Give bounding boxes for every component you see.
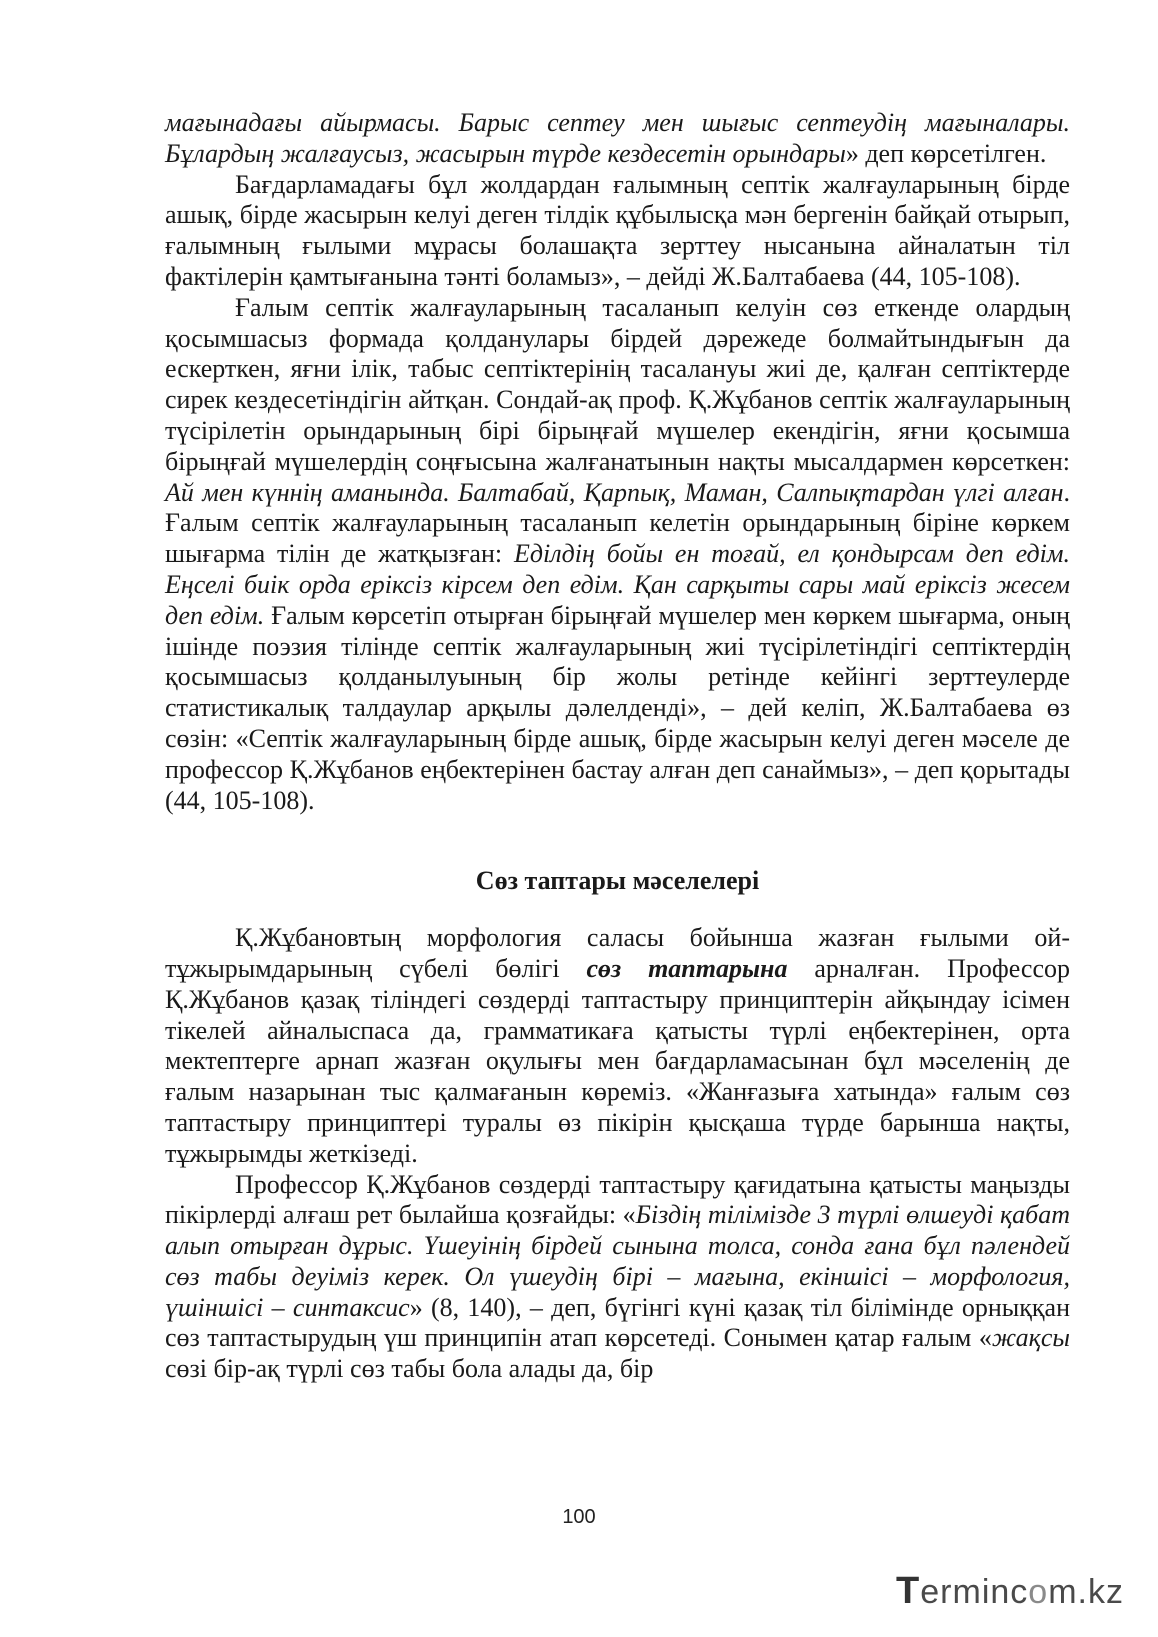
text-segment: сөзі бір-ақ түрлі сөз табы бола алады да, бір bbox=[165, 1354, 654, 1384]
watermark-t: T bbox=[896, 1570, 921, 1612]
paragraph bbox=[165, 108, 1070, 170]
termincom-watermark-logo bbox=[896, 1570, 1124, 1613]
watermark-part2: m.kz bbox=[1048, 1573, 1124, 1611]
text-segment: Қ.Жұбановтың морфология саласы бойынша жазған ғылыми ой-тұжырымдарының сүбелі бөлігі bbox=[165, 923, 1070, 983]
text-segment: Профессор Қ.Жұбанов сөздерді таптастыру қағидатына қатысты маңызды пікірлерді алғаш рет былайша қозғайды: « bbox=[165, 1169, 1070, 1230]
italic-text: мағынадағы айырмасы. Барыс септеу мен шығыс септеудің мағыналары. Бұлардың жалғаусыз, жасырын түрде кездесетін орындары bbox=[165, 108, 1070, 168]
text-segment: Ғалым көрсетіп отырған бірыңғай мүшелер мен көркем шығарма, оның ішінде поэзия тілінде септік жалғауларының жиі түсірілетіндігі септіктердің қосымшасыз қолданылуының бір жолы ретінде кейінгі зерттеулерде статистикалық талдаулар арқылы дәлелденді», – дей келіп, Ж.Балтабаева өз сөзін: «Септік жалғауларының бірде ашық, бірде жасырын келуі деген мәселе де профессор Қ.Жұбанов еңбектерінен бастау алған деп санаймыз», – деп қорытады (44, 105-108). bbox=[165, 600, 1070, 815]
text-segment: Ғалым септік жалғауларының тасаланып келуін сөз еткенде олардың қосымшасыз формада қолданулары бірдей дәрежеде болмайтындығын да ескерткен, яғни ілік, табыс септіктерінің тасалануы жиі де, қалған септіктерде сирек кездесетіндігін айтқан. Сондай-ақ проф. Қ.Жұбанов септік жалғауларының түсірілетін орындарының бірі бірыңғай мүшелер екендігін, яғни қосымша бірыңғай мүшелердің соңғысына жалғанатынын нақты мысалдармен көрсеткен: bbox=[165, 292, 1070, 476]
text-segment: арналған. Профессор Қ.Жұбанов қазақ тіліндегі сөздерді таптастыру принциптерін айқындау ісімен тікелей айналыспаса да, грамматикаға қатысты түрлі еңбектерінен, орта мектептерге арнап жазған оқулығы мен бағдарламасынан бұл мәселенің де ғалым назарынан тыс қалмағанын көреміз. «Жанғазыға хатында» ғалым сөз таптастыру принциптері туралы өз пікірін қысқаша түрде барынша нақты, тұжырымды жеткізеді. bbox=[165, 953, 1070, 1168]
watermark-o: o bbox=[1028, 1573, 1049, 1611]
italic-text: жақсы bbox=[991, 1323, 1070, 1353]
italic-text: Еділдің бойы ен тоғай, ел қондырсам деп едім. Еңселі биік орда еріксіз кірсем деп едім. Қан сарқыты сары май еріксіз жесем деп едім. bbox=[165, 539, 1070, 630]
page-body bbox=[165, 108, 1070, 1385]
text-segment: Сөз таптары мәселелері bbox=[475, 866, 760, 896]
text-segment: Бағдарламадағы бұл жолдардан ғалымның септік жалғауларының бірде ашық, бірде жасырын келуі деген тілдік құбылысқа мән бергенін байқай отырып, ғалымның ғылыми мұрасы болашақта зерттеу нысанына айналатын тіл фактілерін қамтығанына тәнті боламыз», – дейді Ж.Балтабаева (44, 105-108). bbox=[165, 169, 1070, 291]
paragraph bbox=[165, 923, 1070, 1169]
text-segment: » деп көрсетілген. bbox=[845, 138, 1047, 168]
text-segment: . Ғалым септік жалғауларының тасаланып келетін орындарының біріне көркем шығарма тілін де жатқызған: bbox=[165, 477, 1070, 569]
italic-text: Біздің тілімізде 3 түрлі өлшеуді қабат алып отырған дұрыс. Үшеуінің бірдей сынына толса, сонда ғана бұл пәлендей сөз табы деуіміз керек. Ол үшеудің бірі – мағына, екіншісі – морфология, үшіншісі – синтаксис bbox=[165, 1200, 1070, 1322]
page-number: 100 bbox=[562, 1506, 596, 1528]
section-heading bbox=[165, 866, 1070, 897]
watermark-part1: erminc bbox=[920, 1573, 1029, 1611]
italic-text: Ай мен күннің аманында. Балтабай, Қарпық, Маман, Салпықтардан үлгі алған bbox=[165, 477, 1064, 507]
paragraph bbox=[165, 1170, 1070, 1386]
italic-text: сөз таптарына bbox=[586, 953, 788, 983]
text-segment: » (8, 140), – деп, бүгінгі күні қазақ тіл білімінде орныққан сөз таптастырудың үш принципін атап көрсетеді. Сонымен қатар ғалым « bbox=[165, 1292, 1070, 1353]
paragraph bbox=[165, 170, 1070, 293]
paragraph bbox=[165, 293, 1070, 817]
